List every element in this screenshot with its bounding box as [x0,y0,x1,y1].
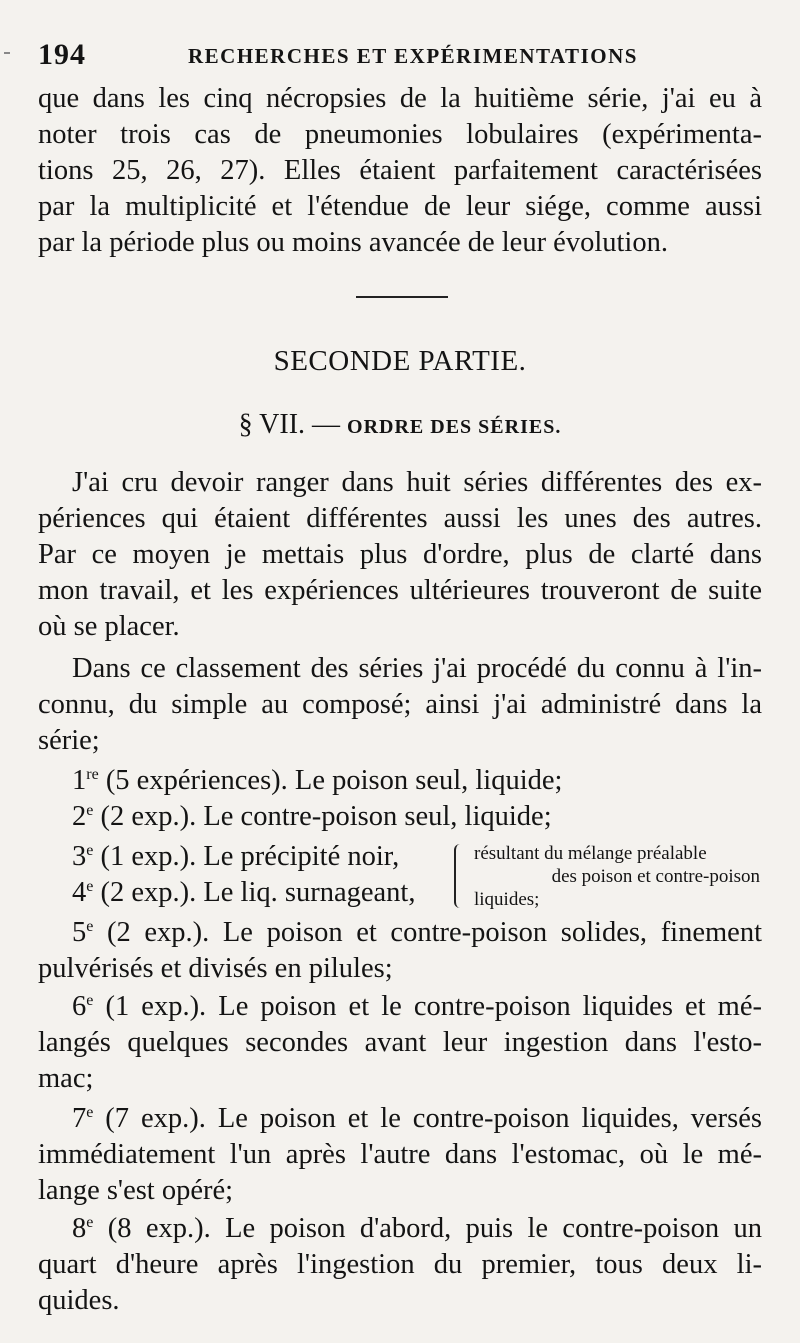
text-line: par la période plus ou moins avancée de leur évolution. [38,227,668,258]
text-line: mac; [38,1063,94,1094]
list-item: 5e (2 exp.). Le poison et contre-poison solides, finement [72,917,762,948]
text-line: lange s'est opéré; [38,1175,234,1206]
section-divider [356,296,448,298]
text-line: langés quelques secondes avant leur ingestion dans l'esto- [38,1027,762,1058]
brace-note-line: résultant du mélange préalable [474,843,707,864]
text-line: Dans ce classement des séries j'ai procédé du connu à l'in- [72,653,762,684]
section-mark: § VII. — [238,409,348,440]
section-heading [0,408,800,444]
part-title: SECONDE PARTIE. [273,345,527,377]
list-item: 2e (2 exp.). Le contre-poison seul, liquide; [72,801,552,832]
list-item: 8e (8 exp.). Le poison d'abord, puis le contre-poison un [72,1213,762,1244]
page-header [38,38,762,74]
text-line: immédiatement l'un après l'autre dans l'estomac, où le mé- [38,1139,762,1170]
text-line: connu, du simple au composé; ainsi j'ai administré dans la [38,689,762,720]
text-line: Par ce moyen je mettais plus d'ordre, plus de clarté dans [38,539,762,570]
list-item: 4e (2 exp.). Le liq. surnageant, [72,877,416,908]
list-item: 1re (5 expériences). Le poison seul, liquide; [72,765,563,796]
brace-note-line: liquides; [474,889,540,910]
margin-mark [4,52,10,54]
brace-note [474,842,764,911]
list-item: 7e (7 exp.). Le poison et le contre-poison liquides, versés [72,1103,762,1134]
text-line: pulvérisés et divisés en pilules; [38,953,393,984]
text-line: que dans les cinq nécropsies de la huitième série, j'ai eu à [38,83,762,114]
list-item: 6e (1 exp.). Le poison et le contre-poison liquides et mé- [72,991,762,1022]
section-subtitle: ORDRE DES SÉRIES. [347,416,562,438]
curly-brace [454,844,466,908]
brace-note-line: des poison et contre-poison [551,866,760,887]
text-line: quart d'heure après l'ingestion du premier, tous deux li- [38,1249,762,1280]
text-line: quides. [38,1285,120,1316]
text-line: où se placer. [38,611,180,642]
page-number: 194 [38,38,86,71]
text-line: mon travail, et les expériences ultérieures trouveront de suite [38,575,762,606]
running-title: RECHERCHES ET EXPÉRIMENTATIONS [188,44,638,68]
brace-annotation [448,842,768,914]
text-line: périences qui étaient différentes aussi les unes des autres. [38,503,762,534]
text-line: noter trois cas de pneumonies lobulaires (expérimenta- [38,119,762,150]
text-line: par la multiplicité et l'étendue de leur siége, comme aussi [38,191,762,222]
text-line: J'ai cru devoir ranger dans huit séries différentes des ex- [72,467,762,498]
list-item: 3e (1 exp.). Le précipité noir, [72,841,400,872]
text-line: série; [38,725,100,756]
text-line: tions 25, 26, 27). Elles étaient parfaitement caractérisées [38,155,762,186]
